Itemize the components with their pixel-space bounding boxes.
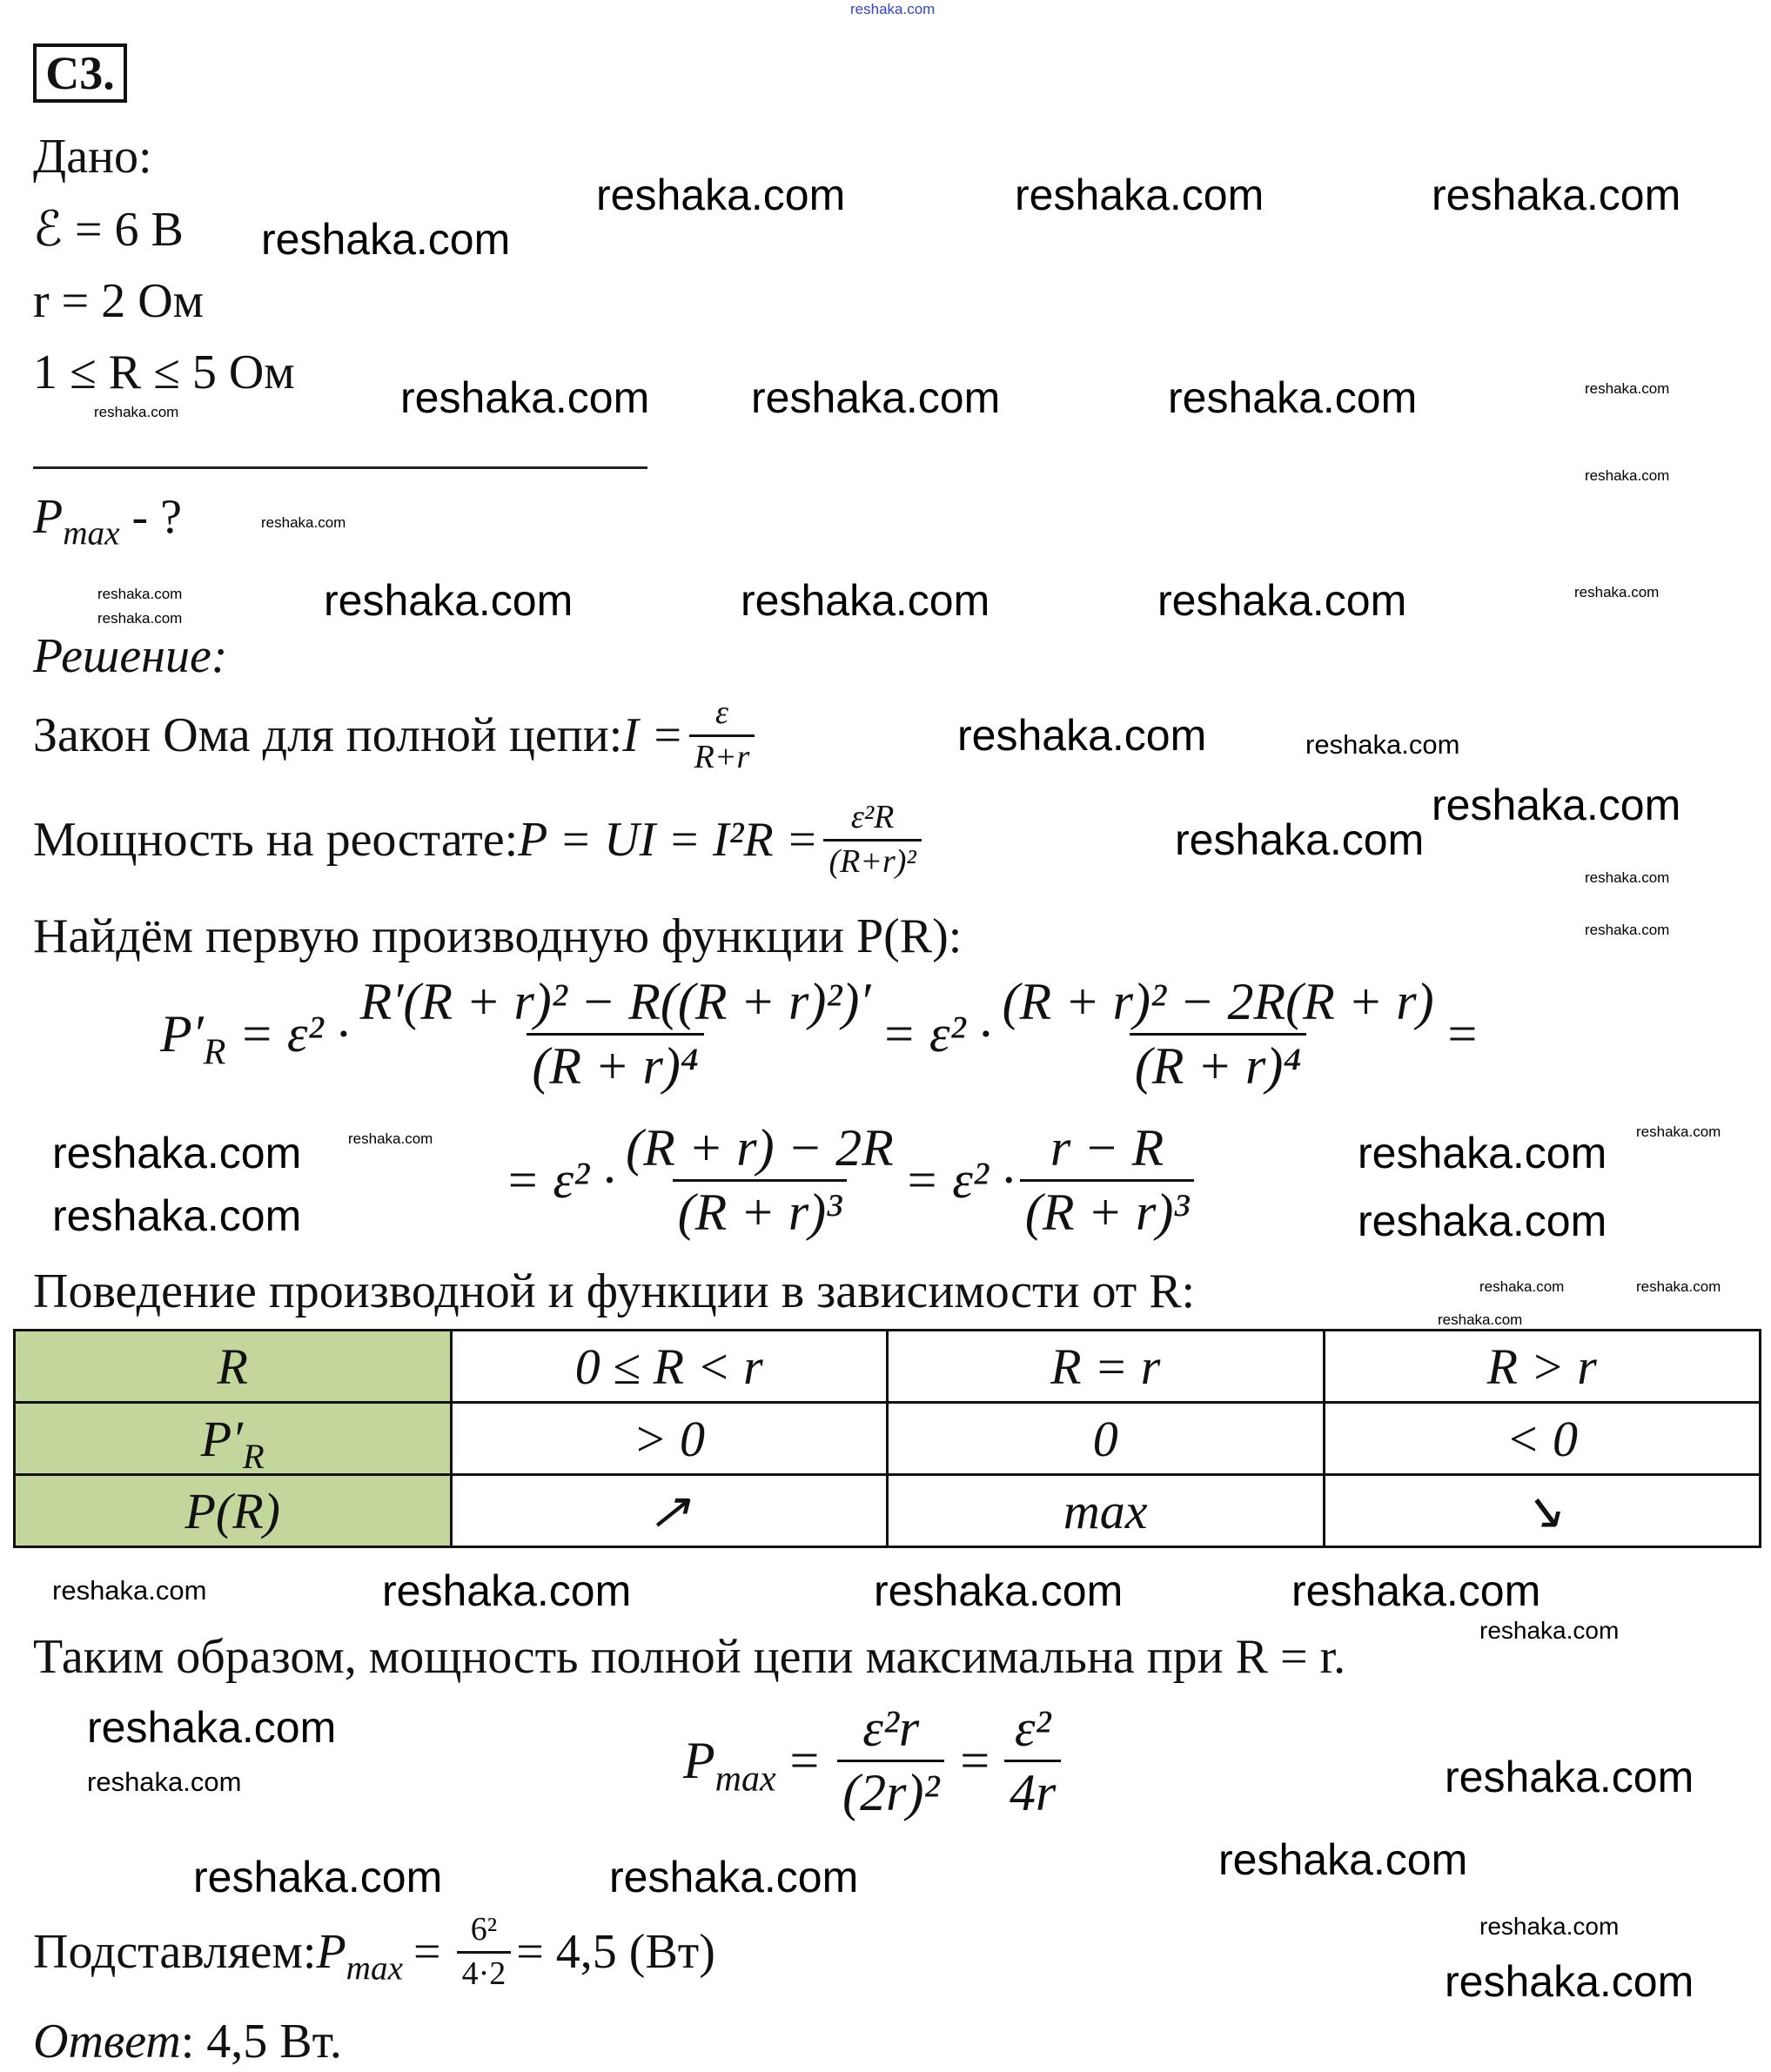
find-symbol: P bbox=[33, 490, 64, 544]
table-cell: 0 ≤ R < r bbox=[451, 1331, 888, 1403]
substitute-eq: = bbox=[413, 1925, 441, 1980]
table-cell: ↘ bbox=[1324, 1475, 1761, 1547]
watermark-text: reshaka.com bbox=[751, 373, 1001, 422]
watermark-text: reshaka.com bbox=[609, 1853, 859, 1901]
deriv1-num2: (R + r)² − 2R(R + r) bbox=[1002, 973, 1434, 1030]
deriv2-num2: r − R bbox=[1050, 1119, 1164, 1177]
solution-heading: Решение: bbox=[33, 629, 228, 683]
watermark-text: reshaka.com bbox=[1636, 1278, 1721, 1295]
watermark-text: reshaka.com bbox=[1168, 373, 1418, 422]
deriv1-num1: R′(R + r)² − R((R + r)²)′ bbox=[359, 973, 871, 1030]
watermark-text: reshaka.com bbox=[1574, 584, 1660, 600]
table-cell: < 0 bbox=[1324, 1403, 1761, 1475]
substitute-result: = 4,5 (Вт) bbox=[516, 1925, 715, 1980]
watermark-text: reshaka.com bbox=[1157, 576, 1407, 625]
deriv2-fraction-1 bbox=[621, 1121, 899, 1240]
watermark-text: reshaka.com bbox=[1358, 1129, 1607, 1177]
pmax-den1: (2r)² bbox=[837, 1760, 944, 1821]
watermark-text: reshaka.com bbox=[1291, 1566, 1541, 1615]
watermark-text: reshaka.com bbox=[1585, 922, 1670, 938]
table-cell: max bbox=[888, 1475, 1325, 1547]
pmax-den2: 4r bbox=[1004, 1760, 1061, 1821]
power-lhs: P = UI = I²R = bbox=[518, 813, 819, 868]
watermark-text: reshaka.com bbox=[1305, 729, 1460, 760]
power-label: Мощность на реостате: bbox=[33, 813, 519, 868]
deriv1-mid: = ε² · bbox=[881, 1005, 992, 1063]
watermark-text: reshaka.com bbox=[324, 576, 574, 625]
deriv-lhs bbox=[160, 1005, 350, 1073]
answer-line bbox=[33, 2015, 342, 2069]
power-fraction bbox=[823, 801, 921, 880]
watermark-text: reshaka.com bbox=[1636, 1123, 1721, 1140]
watermark-text: reshaka.com bbox=[1218, 1835, 1468, 1884]
watermark-text: reshaka.com bbox=[1445, 1753, 1694, 1801]
find-pmax bbox=[33, 490, 183, 553]
watermark-text: reshaka.com bbox=[87, 1703, 337, 1752]
watermark-text: reshaka.com bbox=[874, 1566, 1124, 1615]
watermark-text: reshaka.com bbox=[1175, 815, 1425, 864]
substitute-num: 6² bbox=[470, 1911, 498, 1948]
conclusion: Таким образом, мощность полной цепи максимальна при R = r. bbox=[33, 1630, 1346, 1684]
ohm-lhs: I = bbox=[622, 708, 684, 763]
derivative-intro: Найдём первую производную функции P(R): bbox=[33, 909, 963, 963]
deriv1-fraction-2 bbox=[997, 975, 1439, 1094]
pmax-lhs bbox=[683, 1732, 776, 1800]
deriv2-mid: = ε² · bbox=[903, 1151, 1015, 1209]
substitute-label: Подставляем: bbox=[33, 1925, 317, 1980]
watermark-text: reshaka.com bbox=[1358, 1197, 1607, 1245]
find-subscript: max bbox=[63, 514, 120, 553]
substitute-den: 4·2 bbox=[457, 1951, 512, 1992]
watermark-text: reshaka.com bbox=[261, 215, 511, 264]
watermark-text: reshaka.com bbox=[94, 404, 179, 420]
pmax-eq2: = bbox=[956, 1732, 992, 1789]
watermark-text: reshaka.com bbox=[1585, 380, 1670, 397]
task-number-box: C3. bbox=[33, 44, 127, 103]
deriv1-den1: (R + r)⁴ bbox=[527, 1033, 703, 1094]
find-question: - ? bbox=[119, 490, 183, 544]
ohm-fraction bbox=[689, 696, 755, 775]
table-cell: R > r bbox=[1324, 1331, 1761, 1403]
row-header-r: R bbox=[15, 1331, 452, 1403]
table-row bbox=[15, 1331, 1761, 1403]
substitute-lhs bbox=[316, 1925, 403, 1988]
given-resistance-range: 1 ≤ R ≤ 5 Ом bbox=[33, 345, 295, 399]
watermark-text: reshaka.com bbox=[741, 576, 990, 625]
watermark-text: reshaka.com bbox=[97, 586, 183, 602]
watermark-text: reshaka.com bbox=[1585, 869, 1670, 886]
ohm-label: Закон Ома для полной цепи: bbox=[33, 708, 623, 763]
pmax-formula bbox=[683, 1701, 1066, 1821]
answer-value: : 4,5 Вт. bbox=[180, 2015, 342, 2069]
watermark-text: reshaka.com bbox=[348, 1130, 433, 1147]
deriv1-fraction-1 bbox=[355, 975, 876, 1094]
watermark-text: reshaka.com bbox=[193, 1853, 443, 1901]
watermark-text: reshaka.com bbox=[850, 1, 936, 17]
derivative-line-1 bbox=[160, 975, 1479, 1094]
watermark-text: reshaka.com bbox=[1479, 1617, 1620, 1644]
pmax-eq1: = bbox=[786, 1732, 822, 1789]
substitute-fraction bbox=[457, 1913, 512, 1992]
behavior-intro: Поведение производной и функции в зависимости от R: bbox=[33, 1264, 1196, 1318]
ohm-law-line bbox=[33, 696, 760, 775]
pmax-symbol: P bbox=[683, 1732, 715, 1789]
watermark-text: reshaka.com bbox=[1438, 1311, 1523, 1328]
watermark-text: reshaka.com bbox=[97, 610, 183, 627]
table-cell: > 0 bbox=[451, 1403, 888, 1475]
power-line bbox=[33, 801, 927, 880]
pmax-num2: ε² bbox=[1014, 1700, 1051, 1757]
behavior-table bbox=[13, 1329, 1761, 1548]
row-header-derivative-symbol: P′ bbox=[200, 1410, 243, 1467]
deriv2-den1: (R + r)³ bbox=[673, 1179, 847, 1240]
watermark-text: reshaka.com bbox=[382, 1566, 632, 1615]
watermark-text: reshaka.com bbox=[87, 1767, 242, 1797]
deriv2-num1: (R + r) − 2R bbox=[626, 1119, 894, 1177]
watermark-text: reshaka.com bbox=[1432, 781, 1681, 829]
watermark-text: reshaka.com bbox=[261, 514, 346, 531]
deriv-lhs-symbol: P′ bbox=[160, 1005, 204, 1063]
watermark-text: reshaka.com bbox=[52, 1191, 302, 1240]
table-row bbox=[15, 1475, 1761, 1547]
substitute-symbol: P bbox=[316, 1925, 346, 1980]
watermark-text: reshaka.com bbox=[52, 1129, 302, 1177]
derivative-line-2 bbox=[505, 1121, 1199, 1240]
table-row bbox=[15, 1403, 1761, 1475]
row-header-function: P(R) bbox=[15, 1475, 452, 1547]
watermark-text: reshaka.com bbox=[1015, 171, 1265, 219]
watermark-text: reshaka.com bbox=[400, 373, 650, 422]
deriv-lhs-rest: = ε² · bbox=[225, 1005, 350, 1063]
row-header-derivative-sub: R bbox=[242, 1436, 265, 1476]
given-internal-resistance: r = 2 Ом bbox=[33, 274, 205, 328]
deriv1-den2: (R + r)⁴ bbox=[1130, 1033, 1306, 1094]
pmax-num1: ε²r bbox=[862, 1700, 920, 1757]
watermark-text: reshaka.com bbox=[1585, 467, 1670, 484]
ohm-den: R+r bbox=[689, 734, 755, 775]
row-header-derivative bbox=[15, 1403, 452, 1475]
substitute-sub: max bbox=[345, 1950, 403, 1988]
watermark-text: reshaka.com bbox=[957, 711, 1207, 760]
watermark-text: reshaka.com bbox=[1479, 1278, 1565, 1295]
deriv-lhs-sub: R bbox=[203, 1032, 226, 1073]
deriv2-fraction-2 bbox=[1020, 1121, 1194, 1240]
watermark-text: reshaka.com bbox=[1479, 1913, 1620, 1940]
power-den: (R+r)² bbox=[823, 839, 921, 880]
deriv2-den2: (R + r)³ bbox=[1020, 1179, 1194, 1240]
pmax-fraction-1 bbox=[837, 1701, 944, 1821]
table-cell: R = r bbox=[888, 1331, 1325, 1403]
pmax-fraction-2 bbox=[1004, 1701, 1061, 1821]
watermark-text: reshaka.com bbox=[1445, 1957, 1694, 2006]
answer-label: Ответ bbox=[33, 2015, 181, 2069]
substitution-line bbox=[33, 1913, 715, 1992]
power-num: ε²R bbox=[850, 799, 895, 835]
table-cell: 0 bbox=[888, 1403, 1325, 1475]
given-emf: ℰ = 6 В bbox=[33, 203, 184, 257]
table-cell: ↗ bbox=[451, 1475, 888, 1547]
deriv1-end: = bbox=[1444, 1005, 1480, 1063]
deriv2-start: = ε² · bbox=[505, 1151, 616, 1209]
ohm-num: ε bbox=[715, 694, 728, 731]
watermark-text: reshaka.com bbox=[596, 171, 846, 219]
given-heading: Дано: bbox=[33, 130, 152, 184]
given-divider bbox=[33, 466, 647, 469]
watermark-text: reshaka.com bbox=[52, 1575, 207, 1606]
pmax-sub: max bbox=[714, 1759, 776, 1800]
watermark-text: reshaka.com bbox=[1432, 171, 1681, 219]
